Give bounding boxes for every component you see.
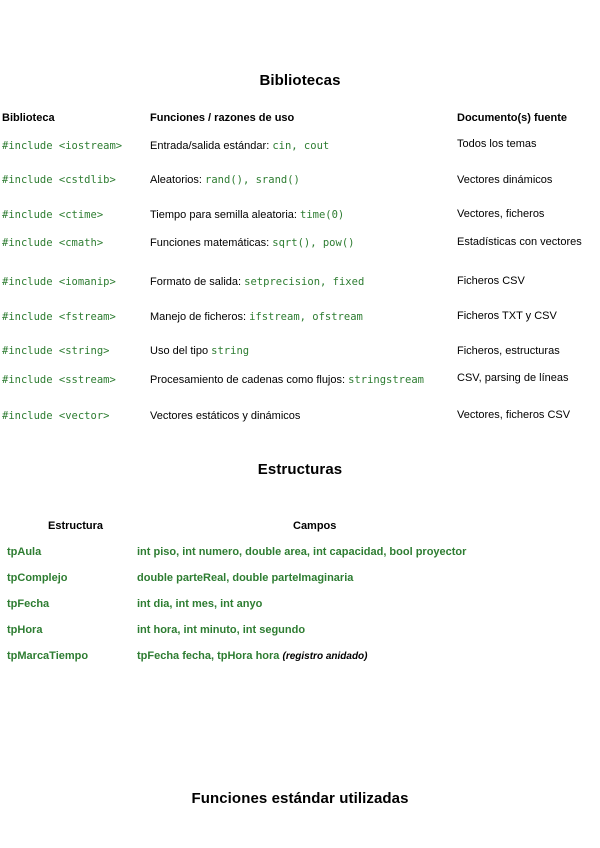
library-source-docs: Estadísticas con vectores [457,236,582,248]
structure-name: tpMarcaTiempo [7,650,89,662]
library-description [150,209,344,221]
col-header-structure: Estructura [48,520,104,532]
structure-fields [137,572,353,584]
library-include: #include <fstream> [2,311,116,323]
library-description-code: ifstream, ofstream [249,311,363,323]
library-include: #include <cmath> [2,237,104,249]
library-description-code: cin, cout [272,140,330,152]
col-header-fields: Campos [293,520,337,532]
structure-name: tpHora [7,624,43,636]
structure-fields-text: int hora, int minuto, int segundo [137,624,306,636]
library-description [150,140,329,152]
library-description-text: Funciones matemáticas: [150,237,273,249]
library-include: #include <sstream> [2,374,116,386]
library-description [150,237,354,249]
structures-heading: Estructuras [257,461,343,478]
structure-fields-text: int dia, int mes, int anyo [137,598,263,610]
structure-fields-text: int piso, int numero, double area, int capacidad, bool proyector [137,546,467,558]
library-include: #include <iostream> [2,140,123,152]
library-description [150,410,300,422]
col-header-functions: Funciones / razones de uso [150,112,295,124]
structure-fields [137,650,368,662]
library-description-text: Vectores estáticos y dinámicos [150,410,301,422]
library-source-docs: Vectores dinámicos [457,174,553,186]
functions-heading: Funciones estándar utilizadas [191,790,409,807]
library-description-text: Uso del tipo [150,345,212,357]
library-description-code: rand(), srand() [205,174,300,186]
library-description [150,345,249,357]
library-description-text: Manejo de ficheros: [150,311,250,323]
library-source-docs: Ficheros TXT y CSV [457,310,557,322]
library-description [150,374,424,386]
structure-name: tpComplejo [7,572,68,584]
library-description-text: Aleatorios: [150,174,206,186]
structure-fields-text: double parteReal, double parteImaginaria [137,572,354,584]
library-description-code: setprecision, fixed [244,276,365,288]
library-include: #include <ctime> [2,209,104,221]
library-include: #include <string> [2,345,110,357]
structure-name: tpAula [7,546,42,558]
library-description-text: Formato de salida: [150,276,245,288]
library-source-docs: Todos los temas [457,138,537,150]
libraries-heading: Bibliotecas [259,72,341,89]
structure-fields [137,624,305,636]
library-description-code: string [211,345,250,357]
library-include: #include <cstdlib> [2,174,116,186]
library-source-docs: Vectores, ficheros CSV [457,409,571,421]
structure-fields [137,546,466,558]
library-description-text: Entrada/salida estándar: [150,140,273,152]
col-header-source-docs: Documento(s) fuente [457,112,567,124]
structure-name: tpFecha [7,598,50,610]
library-description-code: stringstream [348,374,424,386]
library-include: #include <vector> [2,410,110,422]
library-description [150,311,363,323]
structure-note: (registro anidado) [282,651,368,662]
library-description-code: time(0) [300,209,345,221]
library-include: #include <iomanip> [2,276,116,288]
library-description-text: Tiempo para semilla aleatoria: [150,209,300,221]
library-description-code: sqrt(), pow() [272,237,355,249]
structure-fields [137,598,262,610]
library-description-text: Procesamiento de cadenas como flujos: [150,374,349,386]
col-header-library: Biblioteca [2,112,55,124]
library-source-docs: Ficheros CSV [457,275,525,287]
library-description [150,174,300,186]
library-source-docs: CSV, parsing de líneas [457,372,569,384]
library-source-docs: Ficheros, estructuras [457,345,560,357]
library-description [150,276,364,288]
structure-fields-text: tpFecha fecha, tpHora hora [137,650,283,662]
library-source-docs: Vectores, ficheros [457,208,545,220]
